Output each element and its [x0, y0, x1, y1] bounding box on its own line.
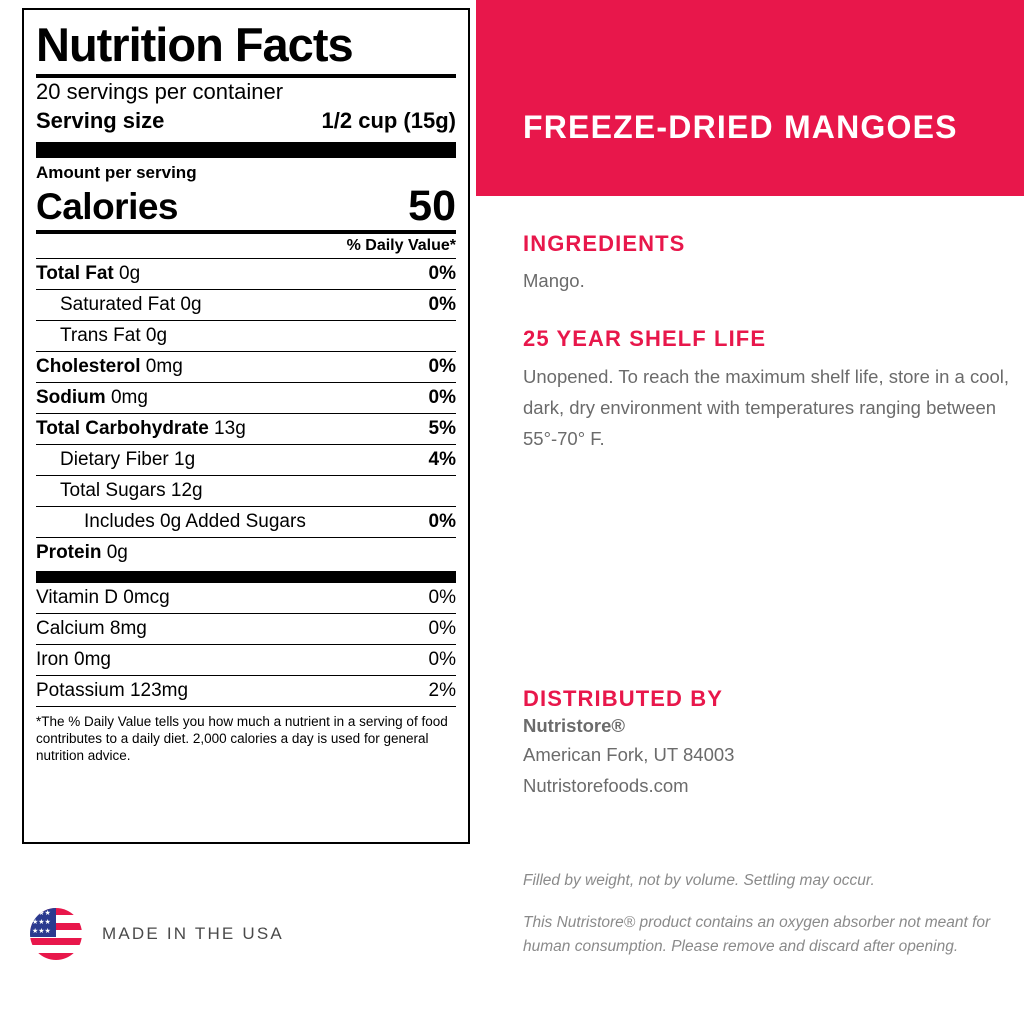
nutrient-daily-value: 0% [428, 263, 456, 284]
made-in-usa-badge [30, 908, 284, 960]
usa-flag-icon [30, 908, 82, 960]
nutrient-name: Cholesterol 0mg [36, 356, 183, 377]
nutrient-row [36, 475, 456, 506]
ingredients-section [523, 231, 1003, 296]
vitamin-row [36, 675, 456, 706]
nutrient-name: Includes 0g Added Sugars [84, 511, 306, 532]
distributed-by-section [523, 686, 993, 801]
shelf-life-section [523, 326, 1013, 454]
vitamin-name: Iron 0mg [36, 649, 111, 670]
shelf-life-heading: 25 YEAR SHELF LIFE [523, 326, 767, 351]
vitamin-name: Vitamin D 0mcg [36, 587, 170, 608]
nutrition-facts-title: Nutrition Facts [36, 18, 353, 71]
nutrient-daily-value: 0% [428, 511, 456, 532]
daily-value-footnote: *The % Daily Value tells you how much a nutrient in a serving of food contributes to a daily diet. 2,000 calories a day is used for general nutrition advice. [36, 706, 456, 764]
nutrient-row [36, 351, 456, 382]
nutrient-name: Sodium 0mg [36, 387, 148, 408]
calories-row [36, 184, 456, 230]
serving-size-row [36, 107, 456, 138]
calories-label: Calories [36, 186, 179, 227]
vitamin-row [36, 644, 456, 675]
vitamin-rows [36, 583, 456, 706]
calories-value: 50 [408, 182, 456, 230]
nutrient-daily-value: 4% [428, 449, 456, 470]
nutrient-row [36, 444, 456, 475]
nutrient-rows [36, 258, 456, 568]
servings-per-container: 20 servings per container [36, 79, 284, 104]
nutrition-facts-panel [22, 8, 470, 844]
fineprint-oxygen-absorber-notice: This Nutristore® product contains an oxygen absorber not meant for human consumption. Please remove and discard after opening. [523, 914, 991, 955]
thick-divider-top [36, 142, 456, 158]
nutrient-daily-value: 0% [428, 356, 456, 377]
ingredients-heading: INGREDIENTS [523, 231, 686, 256]
amount-per-serving-label: Amount per serving [36, 163, 197, 182]
nutrient-name: Protein 0g [36, 542, 128, 563]
vitamin-name: Potassium 123mg [36, 680, 189, 701]
nutrient-name: Saturated Fat 0g [60, 294, 202, 315]
nutrient-name: Total Fat 0g [36, 263, 141, 284]
distributor-company: Nutristore® [523, 715, 626, 736]
nutrient-name: Total Carbohydrate 13g [36, 418, 246, 439]
nutrient-daily-value: 0% [428, 387, 456, 408]
nutrient-name: Total Sugars 12g [60, 480, 203, 501]
vitamin-name: Calcium 8mg [36, 618, 147, 639]
serving-size-value: 1/2 cup (15g) [321, 108, 456, 133]
nutrient-name: Dietary Fiber 1g [60, 449, 196, 470]
vitamin-row [36, 583, 456, 613]
distributor-city: American Fork, UT 84003 [523, 744, 735, 765]
vitamin-daily-value: 0% [428, 649, 456, 670]
nutrient-row [36, 506, 456, 537]
nutrient-name: Trans Fat 0g [60, 325, 168, 346]
distributor-website: Nutristorefoods.com [523, 775, 689, 796]
nutrient-daily-value: 0% [428, 294, 456, 315]
nutrient-row [36, 258, 456, 289]
nutrient-row [36, 320, 456, 351]
ingredients-body: Mango. [523, 270, 585, 291]
nutrient-row [36, 413, 456, 444]
thick-divider-bottom [36, 571, 456, 583]
vitamin-daily-value: 2% [428, 680, 456, 701]
distributed-by-heading: DISTRIBUTED BY [523, 686, 723, 711]
vitamin-daily-value: 0% [428, 587, 456, 608]
daily-value-header: % Daily Value* [346, 237, 456, 254]
vitamin-row [36, 613, 456, 644]
shelf-life-body: Unopened. To reach the maximum shelf life, store in a cool, dark, dry environment with temperatures ranging between 55°-70° F. [523, 366, 1010, 449]
nutrient-daily-value: 5% [428, 418, 456, 439]
fineprint-weight-notice: Filled by weight, not by volume. Settling may occur. [523, 872, 875, 889]
product-title: FREEZE-DRIED MANGOES [523, 109, 958, 145]
serving-size-label: Serving size [36, 108, 165, 133]
vitamin-daily-value: 0% [428, 618, 456, 639]
made-in-usa-label: MADE IN THE USA [102, 924, 284, 943]
nutrient-row [36, 537, 456, 568]
nutrient-row [36, 289, 456, 320]
nutrient-row [36, 382, 456, 413]
